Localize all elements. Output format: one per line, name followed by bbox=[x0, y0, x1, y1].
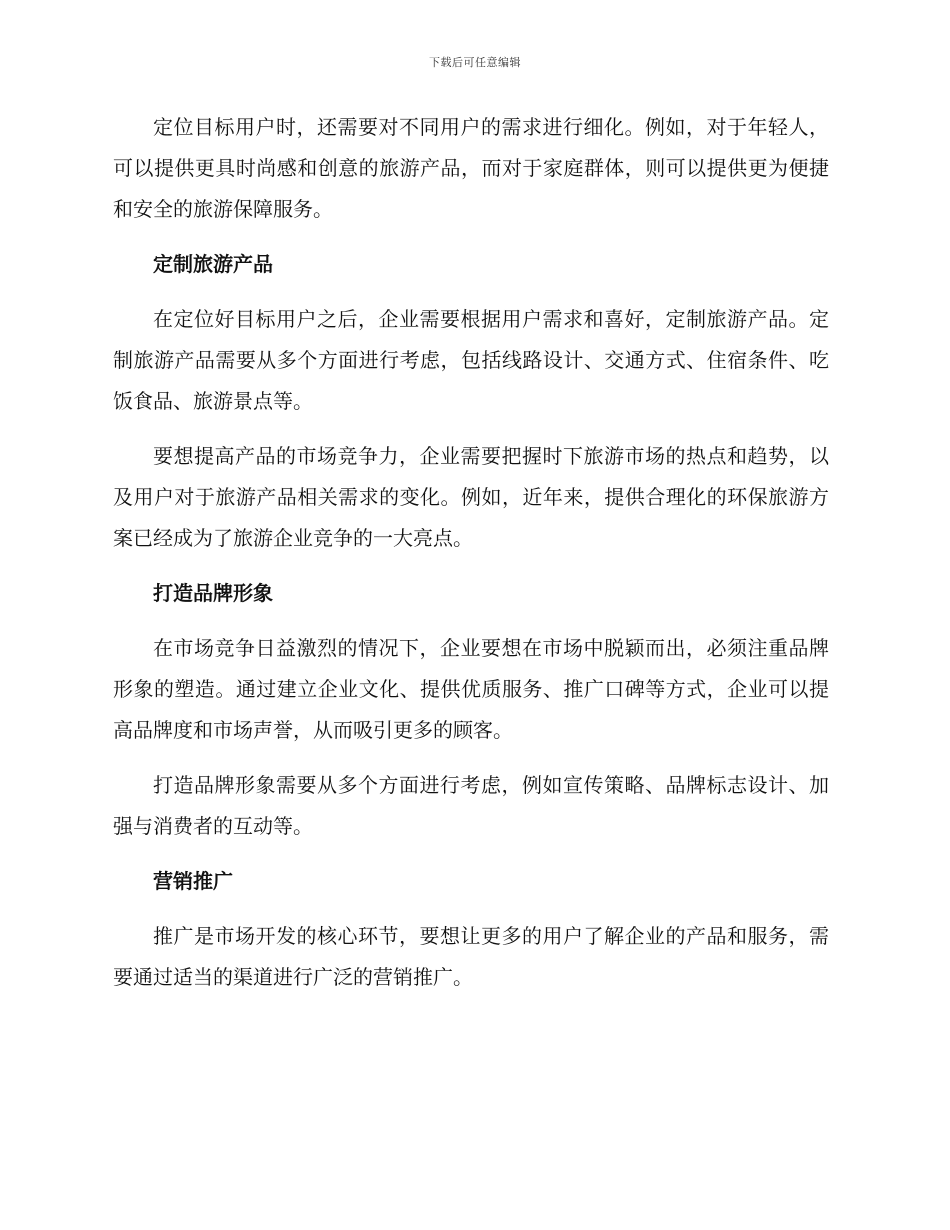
running-header: 下载后可任意编辑 bbox=[429, 56, 521, 69]
document-body bbox=[113, 107, 829, 1012]
section-heading-marketing: 营销推广 bbox=[153, 869, 233, 893]
section-heading-brand-image: 打造品牌形象 bbox=[153, 581, 273, 605]
section-heading-custom-products: 定制旅游产品 bbox=[153, 252, 273, 276]
paragraph-market-competitiveness: 要想提高产品的市场竞争力，企业需要把握时下旅游市场的热点和趋势，以及用户对于旅游产品相关需求的变化。例如，近年来，提供合理化的环保旅游方案已经成为了旅游企业竞争的一大亮点。 bbox=[113, 444, 829, 550]
paragraph-brand-aspects: 打造品牌形象需要从多个方面进行考虑，例如宣传策略、品牌标志设计、加强与消费者的互动等。 bbox=[113, 773, 829, 838]
paragraph-custom-products: 在定位好目标用户之后，企业需要根据用户需求和喜好，定制旅游产品。定制旅游产品需要从多个方面进行考虑，包括线路设计、交通方式、住宿条件、吃饭食品、旅游景点等。 bbox=[113, 307, 829, 413]
paragraph-marketing: 推广是市场开发的核心环节，要想让更多的用户了解企业的产品和服务，需要通过适当的渠道进行广泛的营销推广。 bbox=[113, 924, 829, 989]
paragraph-brand-image: 在市场竞争日益激烈的情况下，企业要想在市场中脱颖而出，必须注重品牌形象的塑造。通过建立企业文化、提供优质服务、推广口碑等方式，企业可以提高品牌度和市场声誉，从而吸引更多的顾客。 bbox=[113, 636, 829, 742]
paragraph-target-user-refinement: 定位目标用户时，还需要对不同用户的需求进行细化。例如，对于年轻人，可以提供更具时尚感和创意的旅游产品，而对于家庭群体，则可以提供更为便捷和安全的旅游保障服务。 bbox=[113, 115, 829, 221]
